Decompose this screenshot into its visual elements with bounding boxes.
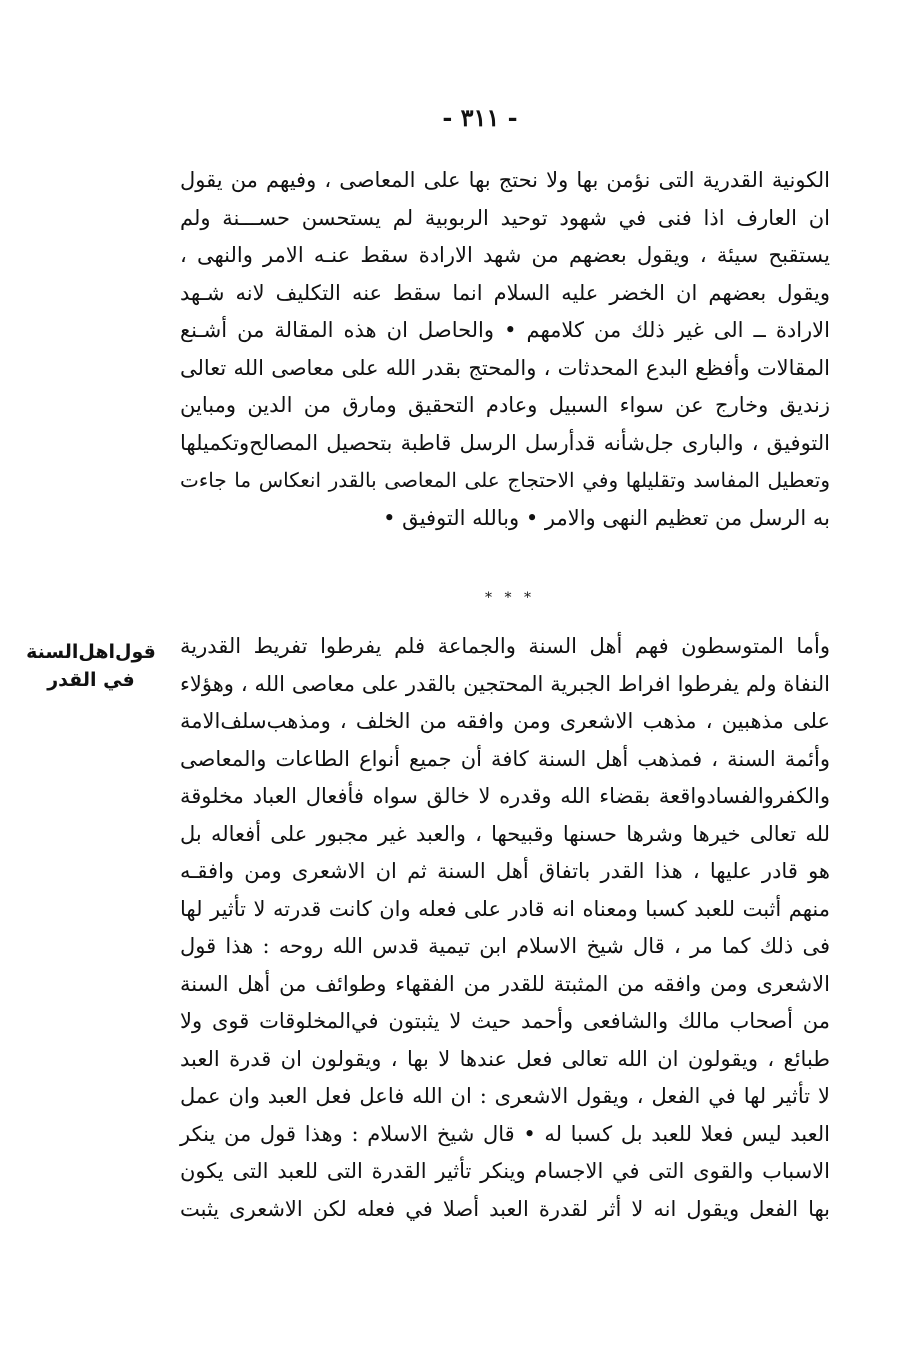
- text-line: التوفيق ، والبارى جل‌شأنه قدأرسل الرسل قاطبة بتحصيل المصالح‌وتكميلها: [180, 430, 830, 455]
- text-line: منهم أثبت للعبد كسبا ومعناه انه قادر على فعله وان كانت قدرته لا تأثير لها: [180, 896, 830, 921]
- text-line: على مذهبين ، مذهب الاشعرى ومن وافقه من الخلف ، ومذهب‌سلف‌الامة: [180, 709, 830, 733]
- text-line: من أصحاب مالك والشافعى وأحمد حيث لا يثبتون في‌المخلوقات قوى ولا: [180, 1009, 830, 1033]
- text-line: لله تعالى خيرها وشرها حسنها وقبيحها ، والعبد غير مجبور على أفعاله بل: [180, 821, 830, 846]
- text-line: ويقول بعضهم ان الخضر عليه السلام انما سقط عنه التكليف لانه شـهد: [180, 280, 830, 305]
- text-line: فى ذلك كما مر ، قال شيخ الاسلام ابن تيمية قدس الله روحه : هذا قول: [180, 934, 830, 958]
- text-line: بها الفعل ويقول انه لا أثر لقدرة العبد أصلا في فعله لكن الاشعرى يثبت: [180, 1196, 830, 1221]
- text-line: زنديق وخارج عن سواء السبيل وعادم التحقيق ومارق من الدين ومباين: [180, 393, 830, 417]
- text-line: به الرسل من تعظيم النهى والامر • وبالله التوفيق •: [383, 505, 830, 530]
- text-line: الارادة ــ الى غير ذلك من كلامهم • والحاصل ان هذه المقالة من أشـنع: [180, 318, 830, 342]
- text-line: وتعطيل المفاسد وتقليلها وفي الاحتجاج على المعاصى بالقدر انعكاس ما جاءت: [180, 468, 830, 492]
- text-line: ان العارف اذا فنى في شهود توحيد الربوبية لم يستحسن حســـنة ولم: [180, 205, 830, 230]
- margin-note-line: في القدر: [47, 669, 135, 691]
- margin-note: [16, 638, 166, 694]
- text-line: هو قادر عليها ، هذا القدر باتفاق أهل السنة ثم ان الاشعرى ومن وافقـه: [180, 859, 830, 883]
- text-line: وأما المتوسطون فهم أهل السنة والجماعة فلم يفرطوا تفريط القدرية: [180, 634, 830, 658]
- text-line: والكفروالفسادواقعة بقضاء الله وقدره لا خالق سواه فأفعال العباد مخلوقة: [180, 784, 830, 808]
- page-number: - ٣١١ -: [442, 103, 518, 132]
- text-line: المقالات وأفظع البدع المحدثات ، والمحتج بقدر الله على معاصى الله تعالى: [180, 355, 830, 380]
- text-line: لا تأثير لها في الفعل ، ويقول الاشعرى : ان الله فاعل فعل العبد وان عمل: [180, 1084, 830, 1108]
- paragraph-2: [180, 628, 830, 1228]
- text-line: العبد ليس فعلا للعبد بل كسبا له • قال شيخ الاسلام : وهذا قول من ينكر: [180, 1121, 830, 1146]
- text-line: طبائع ، ويقولون ان الله تعالى فعل عندها لا بها ، ويقولون ان قدرة العبد: [180, 1046, 830, 1071]
- text-line: الاشعرى ومن وافقه من المثبتة للقدر من الفقهاء وطوائف من أهل السنة: [180, 971, 830, 996]
- section-separator: * * *: [485, 590, 535, 606]
- margin-note-line: قول‌اهل‌السنة: [26, 641, 156, 663]
- text-line: الكونية القدرية التى نؤمن بها ولا نحتج بها على المعاصى ، وفيهم من يقول: [180, 168, 830, 192]
- text-line: يستقبح سيئة ، ويقول بعضهم من شهد الارادة سقط عنـه الامر والنهى ،: [180, 243, 830, 267]
- paragraph-1: [180, 162, 830, 537]
- text-line: وأئمة السنة ، فمذهب أهل السنة كافة أن جميع أنواع الطاعات والمعاصى: [180, 746, 830, 771]
- text-line: النفاة ولم يفرطوا افراط الجبرية المحتجين بالقدر على معاصى الله ، وهؤلاء: [180, 671, 830, 696]
- text-line: الاسباب والقوى التى في الاجسام وينكر تأثير القدرة التى للعبد التى يكون: [180, 1159, 830, 1183]
